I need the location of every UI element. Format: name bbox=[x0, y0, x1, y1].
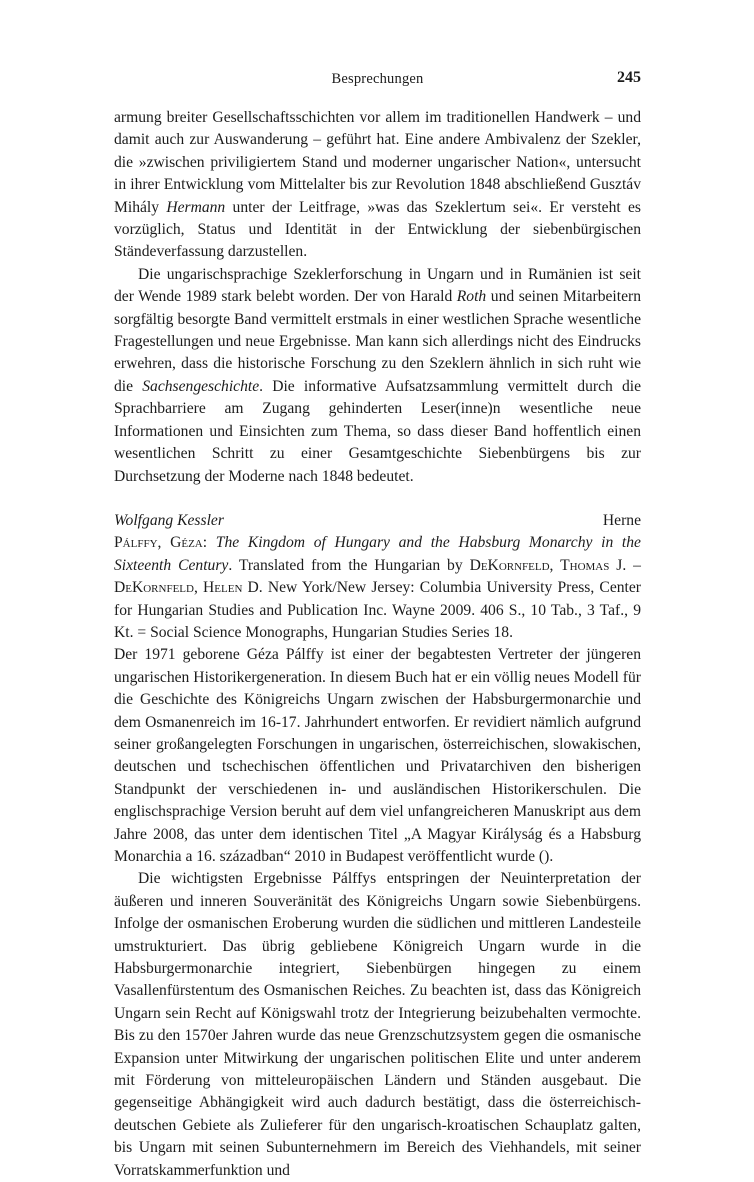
review2-paragraph-2: Die wichtigsten Ergebnisse Pálffys entspringen der Neuinterpretation der äußeren und inneren Souveränität des Königreichs Ungarn sowie Siebenbürgens. Infolge der osmanischen Eroberung wurden die südlichen und mittleren Landesteile umstrukturiert. Das übrig gebliebene Königreich Ungarn wurde in die Habsburgermonarchie integriert, Siebenbürgen hingegen zu einem Vasallenfürstentum des Osmanischen Reiches. Zu beachten ist, dass das Königreich Ungarn sein Recht auf Königswahl trotz der Integrierung beizubehalten vermochte. Bis zu den 1570er Jahren wurde das neue Grenzschutzsystem gegen die osmanische Expansion unter Mitwirkung der ungarischen politischen Elite und unter anderem mit Förderung von mitteleuropäischen Ländern und Ständen ausgebaut. Die gegenseitige Abhängigkeit wird auch dadurch bestätigt, dass die österreichisch-deutschen Gebiete als Zulieferer für den ungarisch-kroatischen Schauplatz galten, bis Ungarn mit seinen Subunternehmern im Bereich des Viehhandels, mit seiner Vorratskammerfunktion und bbox=[114, 870, 641, 1179]
book-title: The Kingdom of Hungary and the Habsburg Monarchy in the Sixteenth Century bbox=[114, 534, 641, 574]
emphasis-name: Hermann bbox=[166, 198, 226, 216]
review1-paragraph-1 bbox=[114, 107, 641, 264]
text-run: unter der Leitfrage, »was das Szeklertum sei«. Er versteht es vorzüglich, Status und Identität in der Entwicklung der siebenbürgischen Ständeverfassung darzustellen. bbox=[114, 198, 641, 261]
translator-1: DeKornfeld, Thomas J. bbox=[469, 556, 627, 574]
reviewer-place: Herne bbox=[602, 511, 641, 529]
emphasis-term: Sachsengeschichte bbox=[142, 377, 260, 395]
reviewer-name: Wolfgang Kessler bbox=[114, 511, 224, 529]
text-run: . Translated from the Hungarian by bbox=[228, 556, 470, 574]
review1-paragraph-2 bbox=[114, 264, 641, 488]
running-head: Besprechungen bbox=[331, 71, 424, 87]
body-text bbox=[114, 107, 641, 1182]
text-run: armung breiter Gesellschaftsschichten vor allem im traditionellen Handwerk – und damit auch zur Auswanderung – geführt hat. Eine andere Ambivalenz der Szekler, die »zwischen priviligiertem Stand und moderner ungarischer Nation«, untersucht in ihrer Entwicklung vom Mittelalter bis zur Revolution 1848 abschließend Gusztáv Mihály bbox=[114, 109, 641, 216]
bibliographic-entry bbox=[114, 532, 641, 644]
text-run: . Die informative Aufsatzsammlung vermittelt durch die Sprachbarriere am Zugang gehinderten Leser(inne)n wesentliche neue Informationen und Einsichten zum Thema, so dass dieser Band hoffentlich einen wesentlichen Schritt zu einer Gesamtgeschichte Siebenbürgens bis zur Durchsetzung der Moderne nach 1848 bedeutet. bbox=[114, 377, 642, 485]
review1-signature bbox=[114, 510, 641, 532]
page-header bbox=[114, 70, 641, 90]
book-author: Pálffy, Géza bbox=[114, 534, 203, 552]
translator-2: DeKornfeld, Helen D. bbox=[114, 579, 263, 597]
text-run: und seinen Mitarbeitern sorgfältig besorgte Band vermittelt erstmals in einer westlichen Sprache wesentliche Fragestellungen und neue Ergebnisse. Man kann sich allerdings nicht des Eindrucks erwehren, dass die historische Forschung zu den Szeklern ähnlich in sich ruht wie die bbox=[114, 288, 641, 395]
page-number: 245 bbox=[617, 69, 641, 86]
text-run: – bbox=[626, 556, 641, 574]
publication-details: New York/New Jersey: Columbia University Press, Center for Hungarian Studies and Publication Inc. Wayne 2009. 406 S., 10 Tab., 3 Taf., 9 Kt. = Social Science Monographs, Hungarian Studies Series 18. bbox=[114, 579, 641, 641]
text-run: Die ungarischsprachige Szeklerforschung in Ungarn und in Rumänien ist seit der Wende 1989 stark belebt worden. Der von Harald bbox=[114, 265, 641, 306]
review2-paragraph-1: Der 1971 geborene Géza Pálffy ist einer der begabtesten Vertreter der jüngeren ungarischen Historikergeneration. In diesem Buch hat er ein völlig neues Modell für die Geschichte des Königreichs Ungarn zwischen der Habsburgermonarchie und dem Osmanenreich im 16-17. Jahrhundert entworfen. Er revidiert nämlich aufgrund seiner großangelegten Forschungen in ungarischen, österreichischen, slowakischen, deutschen und tschechischen öffentlichen und Privatarchiven den bisherigen Standpunkt der verschiedenen in- und ausländischen Historikerschulen. Die englischsprachige Version beruht auf dem viel unfangreicheren Manuskript aus dem Jahre 2008, das unter dem identischen Titel „A Magyar Királyság és a Habsburg Monarchia a 16. században“ 2010 in Budapest veröffentlicht wurde (). bbox=[114, 646, 641, 865]
text-run: : bbox=[202, 534, 216, 552]
emphasis-name: Roth bbox=[456, 288, 487, 306]
